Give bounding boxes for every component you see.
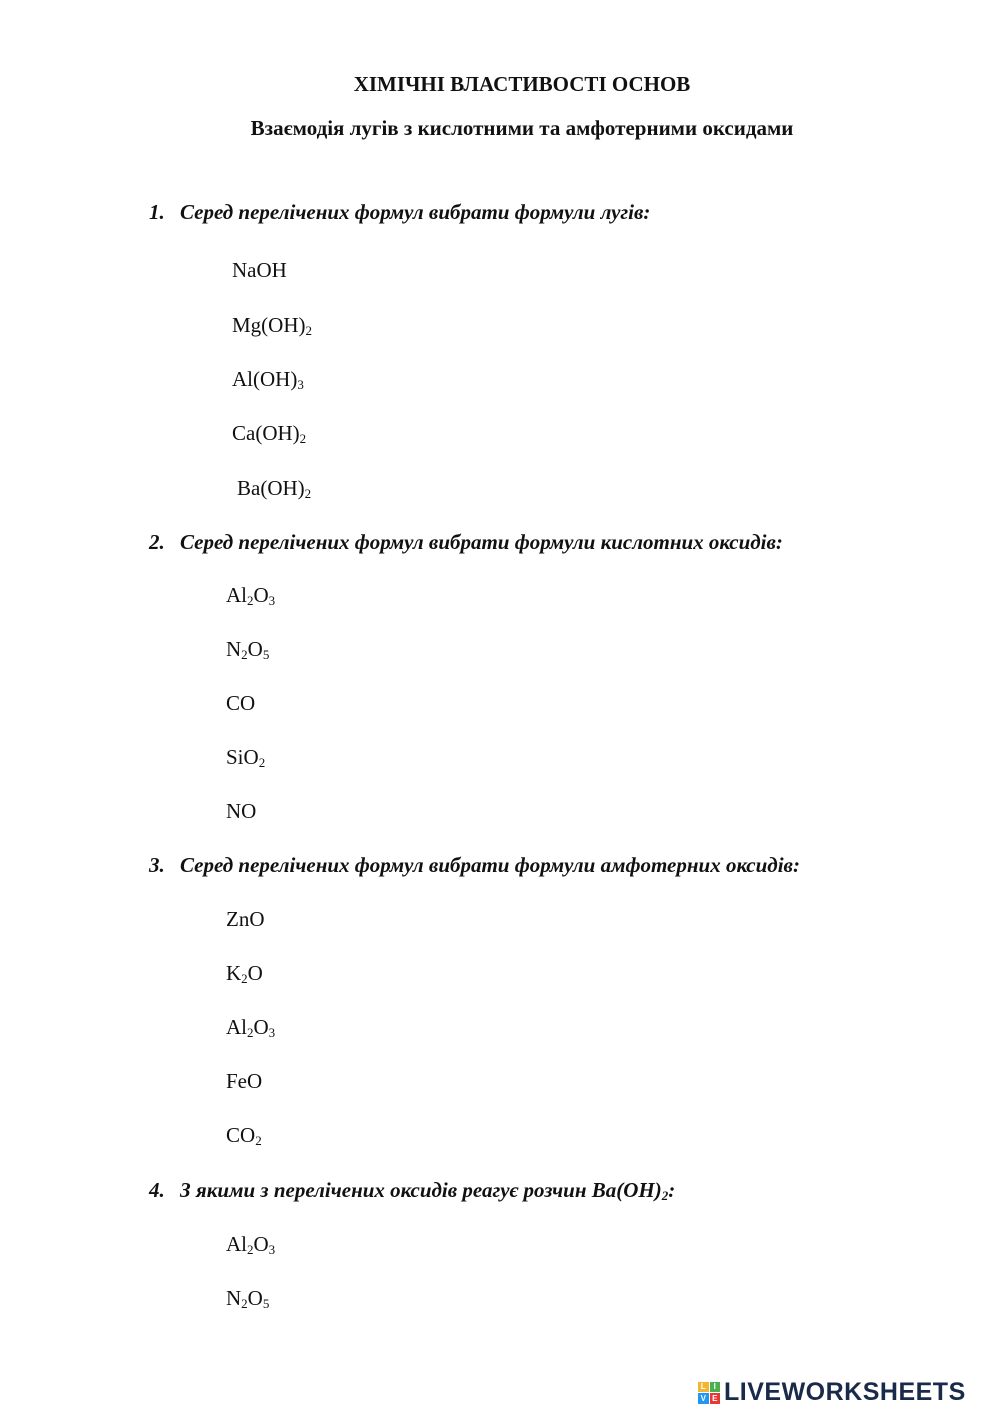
option-formula[interactable]: $Ba(OH)_2$: [237, 476, 312, 501]
question-1: [149, 200, 650, 225]
option-formula[interactable]: $N_2O_5$: [226, 637, 270, 662]
question-text: Серед перелічених формул вибрати формули амфотерних оксидів:: [180, 853, 800, 877]
option-formula[interactable]: $Al_2O_3$: [226, 1232, 276, 1257]
question-2: [149, 530, 783, 555]
option-formula[interactable]: $Mg(OH)_2$: [232, 313, 312, 338]
question-text: З якими з перелічених оксидів реагує розчин $Ba(OH)_2$:: [180, 1178, 676, 1203]
question-4: [149, 1178, 675, 1203]
option-formula[interactable]: ZnO: [226, 907, 265, 931]
option-formula[interactable]: $Al(OH)_3$: [232, 367, 304, 392]
option-formula[interactable]: $K_2O$: [226, 961, 263, 986]
worksheet-title: ХІМІЧНІ ВЛАСТИВОСТІ ОСНОВ: [353, 72, 691, 96]
question-text: Серед перелічених формул вибрати формули лугів:: [180, 200, 651, 224]
question-3: [149, 853, 800, 878]
option-formula[interactable]: SiO$_2$: [226, 745, 266, 770]
question-number: 1.: [149, 200, 165, 224]
question-number: 4.: [149, 1178, 165, 1202]
option-formula[interactable]: $Al_2O_3$: [226, 1015, 276, 1040]
worksheet-subtitle: Взаємодія лугів з кислотними та амфотерними оксидами: [250, 116, 794, 140]
question-number: 3.: [149, 853, 165, 877]
option-formula[interactable]: NO: [226, 799, 257, 823]
liveworksheets-logo[interactable]: [698, 1378, 966, 1407]
liveworksheets-brand-text: LIVEWORKSHEETS: [724, 1378, 966, 1406]
liveworksheets-logo-icon: L I V E: [698, 1382, 720, 1404]
option-formula[interactable]: CO: [226, 691, 256, 715]
option-formula[interactable]: $CO_2$: [226, 1123, 262, 1148]
option-formula[interactable]: FeO: [226, 1069, 263, 1093]
option-formula[interactable]: NaOH: [232, 258, 287, 282]
option-formula[interactable]: $Al_2O_3$: [226, 583, 276, 608]
question-text: Серед перелічених формул вибрати формули кислотних оксидів:: [180, 530, 783, 554]
question-number: 2.: [149, 530, 165, 554]
option-formula[interactable]: $N_2O_5$: [226, 1286, 270, 1311]
option-formula[interactable]: $Ca(OH)_2$: [232, 421, 307, 446]
